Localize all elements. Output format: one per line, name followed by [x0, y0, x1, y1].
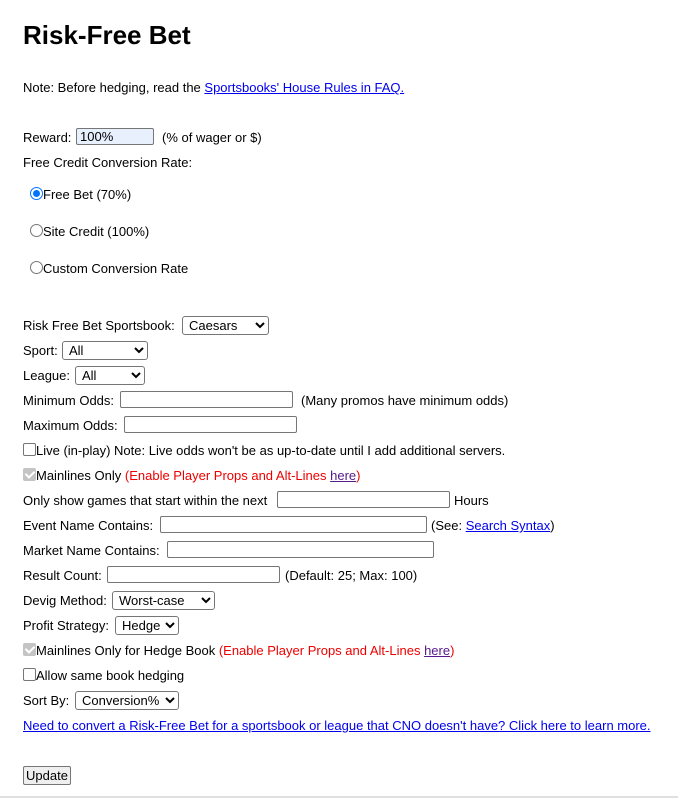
- league-select[interactable]: [75, 366, 145, 385]
- note-text: Note: Before hedging, read the: [23, 80, 205, 95]
- radio-label: Site Credit (100%): [43, 224, 150, 239]
- convert-help-link[interactable]: Need to convert a Risk-Free Bet for a sportsbook or league that CNO doesn't have? Click here to learn more.: [23, 718, 651, 733]
- sport-select[interactable]: [62, 341, 148, 360]
- conversion-label: Free Credit Conversion Rate:: [23, 155, 193, 170]
- devig-select[interactable]: [112, 591, 215, 610]
- page-title: Risk-Free Bet: [23, 20, 191, 50]
- event-name-label: Event Name Contains:: [23, 518, 154, 533]
- min-odds-input[interactable]: [120, 391, 293, 408]
- live-checkbox[interactable]: [23, 443, 36, 456]
- max-odds-label: Maximum Odds:: [23, 418, 118, 433]
- same-book-checkbox[interactable]: [23, 668, 36, 681]
- mainlines-here-link[interactable]: here: [330, 468, 357, 483]
- mainlines-hedge-line: [36, 643, 454, 658]
- start-within-label: Only show games that start within the next: [23, 493, 268, 508]
- max-odds-input[interactable]: [124, 416, 297, 433]
- sort-by-select[interactable]: [75, 691, 179, 710]
- radio-indicator[interactable]: [30, 261, 43, 274]
- league-label: League:: [23, 368, 70, 383]
- mainlines-hedge-checkbox: [23, 643, 36, 656]
- radio-indicator[interactable]: [30, 187, 43, 200]
- sport-label: Sport:: [23, 343, 58, 358]
- event-name-hint: [431, 518, 555, 533]
- radio-indicator[interactable]: [30, 224, 43, 237]
- market-name-label: Market Name Contains:: [23, 543, 160, 558]
- reward-hint: (% of wager or $): [162, 130, 262, 145]
- radio-label: Free Bet (70%): [43, 187, 132, 202]
- min-odds-label: Minimum Odds:: [23, 393, 115, 408]
- radio-label: Custom Conversion Rate: [43, 261, 189, 276]
- reward-input[interactable]: [76, 128, 154, 145]
- result-count-label: Result Count:: [23, 568, 102, 583]
- mainlines-hedge-option: [23, 642, 483, 659]
- mainlines-line: [36, 468, 361, 483]
- result-count-hint: (Default: 25; Max: 100): [285, 568, 418, 583]
- sportsbook-select[interactable]: [182, 316, 269, 335]
- sort-by-label: Sort By:: [23, 693, 70, 708]
- profit-strategy-label: Profit Strategy:: [23, 618, 109, 633]
- same-book-label: Allow same book hedging: [36, 668, 185, 683]
- mainlines-red-text: (Enable Player Props and Alt-Lines: [124, 468, 331, 483]
- event-name-hint-prefix: (See:: [431, 518, 466, 533]
- note-line: [23, 80, 404, 95]
- update-button[interactable]: Update: [23, 766, 71, 785]
- market-name-input[interactable]: [167, 541, 434, 558]
- devig-label: Devig Method:: [23, 593, 107, 608]
- mainlines-label: Mainlines Only: [36, 468, 122, 483]
- mainlines-hedge-label: Mainlines Only for Hedge Book: [36, 643, 216, 658]
- house-rules-link[interactable]: Sportsbooks' House Rules in FAQ.: [204, 80, 405, 95]
- start-within-suffix: Hours: [454, 493, 489, 508]
- event-name-hint-suffix: ): [550, 518, 555, 533]
- sportsbook-label: Risk Free Bet Sportsbook:: [23, 318, 175, 333]
- mainlines-hedge-red-text: (Enable Player Props and Alt-Lines: [218, 643, 425, 658]
- mainlines-close-paren: ): [356, 468, 361, 483]
- mainlines-hedge-close-paren: ): [450, 643, 455, 658]
- min-odds-hint: (Many promos have minimum odds): [301, 393, 509, 408]
- event-name-input[interactable]: [160, 516, 427, 533]
- mainlines-checkbox: [23, 468, 36, 481]
- reward-label: Reward:: [23, 130, 72, 145]
- live-label: Live (in-play) Note: Live odds won't be as up-to-date until I add additional servers.: [36, 443, 506, 458]
- mainlines-hedge-here-link[interactable]: here: [424, 643, 451, 658]
- result-count-input[interactable]: [107, 566, 280, 583]
- start-within-input[interactable]: [277, 491, 450, 508]
- profit-strategy-select[interactable]: [115, 616, 179, 635]
- mainlines-option: [23, 467, 423, 484]
- search-syntax-link[interactable]: Search Syntax: [465, 518, 551, 533]
